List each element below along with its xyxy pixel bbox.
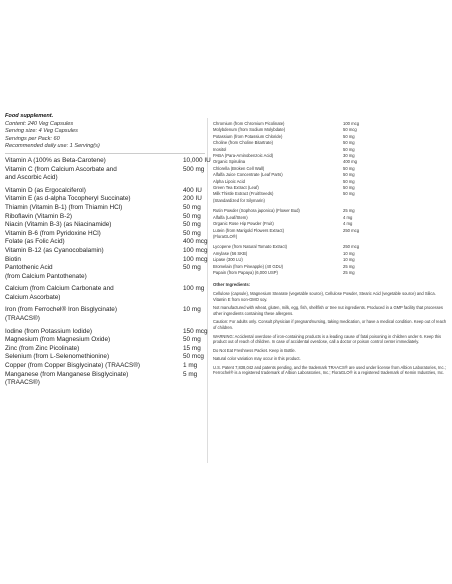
nutrient-amount: 50 mg [183,212,201,220]
nutrient-row [5,204,205,213]
ingredient-amount: 50 mg [343,133,355,139]
ingredient-amount: 30 mg [343,153,355,159]
nutrient-row [5,156,211,166]
nutrient-row [5,327,208,337]
nutrient-name: Copper (from Copper Bisglycinate) (TRAACS®) [5,362,141,370]
notes-paragraph: Cellulose (capsule), Magnesium Stearate (vegetable source), Cellulose Powder, Stearic Acid (vegetable source) and Silica. Vitamin E from non-GMO soy. [213,290,436,302]
nutrient-row [5,273,205,282]
nutrient-name: Manganese (from Manganese Bisglycinate) [5,370,129,378]
nutrient-row [5,264,205,273]
header-divider [5,153,205,154]
nutrient-row [5,213,205,222]
ingredient-name: Choline (from Choline Bitartrate) [213,140,274,146]
nutrient-amount: 400 mcg [183,238,208,246]
ingredient-name: Milk Thistle Extract (Fruit/Seeds) [213,191,274,197]
nutrient-amount: 5 mg [183,370,198,378]
nutrient-amount: 100 mcg [183,246,208,254]
supplement-title: Food supplement. [5,113,54,119]
ingredient-name: Green Tea Extract (Leaf) [213,185,259,191]
header-line: Content: 240 Veg Capsules [5,120,74,127]
ingredient-name: Alfalfa (Leaf/Stem) [213,214,248,220]
nutrient-row [5,255,208,265]
nutrient-row [5,379,205,388]
nutrient-name: and Ascorbic Acid) [5,174,58,182]
right-column [213,121,447,376]
nutrient-name: (TRAACS®) [5,315,40,323]
nutrient-name: Vitamin C (from Calcium Ascorbate and [5,165,117,173]
left-column [5,113,211,388]
ingredient-name: Lutein (from Marigold Flowers Extract) [213,227,284,233]
nutrient-row [5,230,205,239]
nutrient-row [5,285,205,294]
supplement-header [5,113,205,151]
ingredient-amount: 250 mcg [343,244,360,250]
ingredient-name: Lipase (300 LU) [213,257,243,263]
nutrient-row [5,246,208,256]
nutrient-name: Thiamin (Vitamin B-1) (from Thiamin HCl) [5,203,123,211]
ingredient-name: Papain (from Papaya) (6,000 USP) [213,269,278,275]
nutrient-amount: 50 mg [183,221,201,229]
nutrient-row [5,221,205,230]
ingredient-amount: 25 mg [343,208,355,214]
ingredient-amount: 50 mg [343,178,355,184]
ingredient-amount: 400 mg [343,159,357,165]
ingredient-name: PABA (Para-Aminobenzoic Acid) [213,153,274,159]
nutrient-name: Zinc (from Zinc Picolinate) [5,344,80,352]
nutrient-row [5,345,205,354]
notes-paragraph: U.S. Patent 7,838,042 and patents pending, and the trademark TRAACS® are used under license from Albion Laboratories, Inc.; Ferrochel® is a registered trademark of Albion Laboratories, Inc.; FloraGLO® is a registered trademark of Kemin Industries, Inc. [213,364,446,376]
nutrient-name: (from Calcium Pantothenate) [5,272,87,280]
ingredient-row [213,234,447,240]
nutrient-row [5,238,208,247]
nutrient-name: Iron (from Ferrochel® Iron Bisglycinate) [5,306,117,314]
ingredient-amount: 10 mg [343,250,355,256]
ingredient-amount: 50 mcg [343,127,357,133]
nutrient-name: Selenium (from L-Selenomethionine) [5,353,110,361]
ingredient-amount: 4 mg [343,221,353,227]
nutrient-row [5,166,205,175]
nutrient-amount: 10 mg [183,306,201,314]
column-divider [207,118,208,463]
ingredient-name: Molybdenum (from Sodium Molybdate) [213,127,286,133]
ingredient-amount: 4 mg [343,214,353,220]
nutrient-amount: 50 mg [183,229,201,237]
nutrient-row [5,195,205,204]
nutrient-name: Folate (as Folic Acid) [5,238,65,246]
ingredient-name: Bromelain (from Pineapple) (40 GDU) [213,263,284,269]
ingredient-name: Organic Spirulina [213,159,246,165]
nutrient-amount: 200 IU [183,195,202,203]
notes-paragraph: Caution: For adults only. Consult physician if pregnant/nursing, taking medication, or have a medical condition. Keep out of reach of children. [213,319,447,330]
notes-paragraph: Do Not Eat Freshness Packet. Keep in Bottle. [213,347,296,353]
ingredient-name: Amylase (56 SKB) [213,250,248,256]
ingredient-name: Chromium (from Chromium Picolinate) [213,121,285,126]
ingredient-amount: 100 mcg [343,121,360,126]
nutrient-name: Calcium (from Calcium Carbonate and [5,285,114,293]
nutrient-row [5,306,205,315]
nutrient-name: Vitamin D (as Ergocalciferol) [5,186,86,194]
notes-paragraph: WARNING: Accidental overdose of iron-containing products is a leading cause of fatal poisoning in children under 6. Keep this product out of reach of children. In case of accidental overdose, call a doctor or poison control center immediately. [213,333,442,345]
ingredient-name: Chlorella (Broken Cell Wall) [213,165,265,171]
nutrient-row [5,353,205,362]
ingredient-amount: 50 mg [343,185,355,191]
nutrient-row [5,187,205,196]
ingredient-amount: 25 mg [343,263,355,269]
nutrient-name: Vitamin B-6 (from Pyridoxine HCl) [5,229,101,237]
ingredient-name: Rutin Powder (Sophora japonica) (Flower Bud) [213,208,300,214]
header-line: Recommended daily use: 1 Serving(s) [5,143,100,150]
nutrient-row [5,336,205,345]
left-nutrient-list [5,156,211,388]
nutrient-amount: 500 mg [183,165,205,173]
ingredient-amount: 10 mg [343,257,355,263]
nutrient-amount: 10,000 IU [183,156,211,164]
ingredient-name: Alpha Lipoic Acid [213,178,245,184]
ingredient-amount: 25 mg [343,269,355,275]
notes-paragraph: Not manufactured with wheat, gluten, milk, egg, fish, shellfish or tree nut ingredients. Produced in a GMP facility that processes other ingredients containing these allergens. [213,305,443,316]
nutrient-name: Calcium Ascorbate) [5,293,61,301]
nutrient-amount: 15 mg [183,344,201,352]
nutrient-name: Riboflavin (Vitamin B-2) [5,212,73,220]
ingredient-amount: 50 mg [343,191,355,197]
ingredient-name: Inositol [213,146,227,152]
right-nutrient-list [213,121,447,276]
nutrient-name: (TRAACS®) [5,379,40,387]
ingredient-amount: 250 mcg [343,227,360,233]
nutrient-row [5,371,205,380]
notes-paragraph: Natural color variation may occur in this product. [213,356,301,362]
nutrient-amount: 150 mcg [183,327,208,335]
ingredient-name: (Standardized for Silymarin) [213,197,265,203]
nutrient-amount: 100 mg [183,285,205,293]
ingredient-amount: 50 mg [343,146,355,152]
nutrient-name: Vitamin B-12 (as Cyanocobalamin) [5,246,104,254]
nutrient-row [5,362,205,371]
nutrient-name: Iodine (from Potassium Iodide) [5,327,93,335]
ingredient-amount: 50 mg [343,140,355,146]
ingredient-row [213,198,447,204]
nutrient-row [5,174,205,183]
nutrient-name: Biotin [5,255,21,263]
nutrient-amount: 1 mg [183,362,198,370]
ingredient-name: Lycopene (from Natural Tomato Extract) [213,244,288,250]
nutrient-amount: 50 mg [183,336,201,344]
ingredient-amount: 50 mg [343,165,355,171]
header-line: Servings per Pack: 60 [5,135,60,142]
nutrient-amount: 400 IU [183,186,202,194]
ingredient-name: Potassium (from Potassium Chloride) [213,133,283,139]
ingredient-notes [213,282,447,376]
nutrient-amount: 50 mcg [183,353,204,361]
ingredient-name: Organic Rose Hip Powder (Fruit) [213,221,274,227]
nutrient-name: Pantothenic Acid [5,264,53,272]
nutrient-name: Vitamin A (100% as Beta-Carotene) [5,156,106,164]
nutrient-row [5,315,205,324]
notes-heading: Other Ingredients: [213,282,251,288]
ingredient-name: Alfalfa Juice Concentrate (Leaf Parts) [213,172,283,178]
ingredient-amount: 50 mg [343,172,355,178]
nutrient-amount: 50 mg [183,203,201,211]
ingredient-name: (FloraGLO®) [213,233,238,239]
nutrient-name: Vitamin E (as d-alpha Tocopheryl Succinate) [5,195,131,203]
nutrient-amount: 50 mg [183,264,201,272]
ingredient-row [213,270,447,276]
nutrient-name: Niacin (Vitamin B-3) (as Niacinamide) [5,221,112,229]
nutrient-row [5,294,205,303]
nutrient-amount: 100 mcg [183,255,208,263]
nutrient-name: Magnesium (from Magnesium Oxide) [5,336,111,344]
header-line: Serving size: 4 Veg Capsules [5,128,78,135]
